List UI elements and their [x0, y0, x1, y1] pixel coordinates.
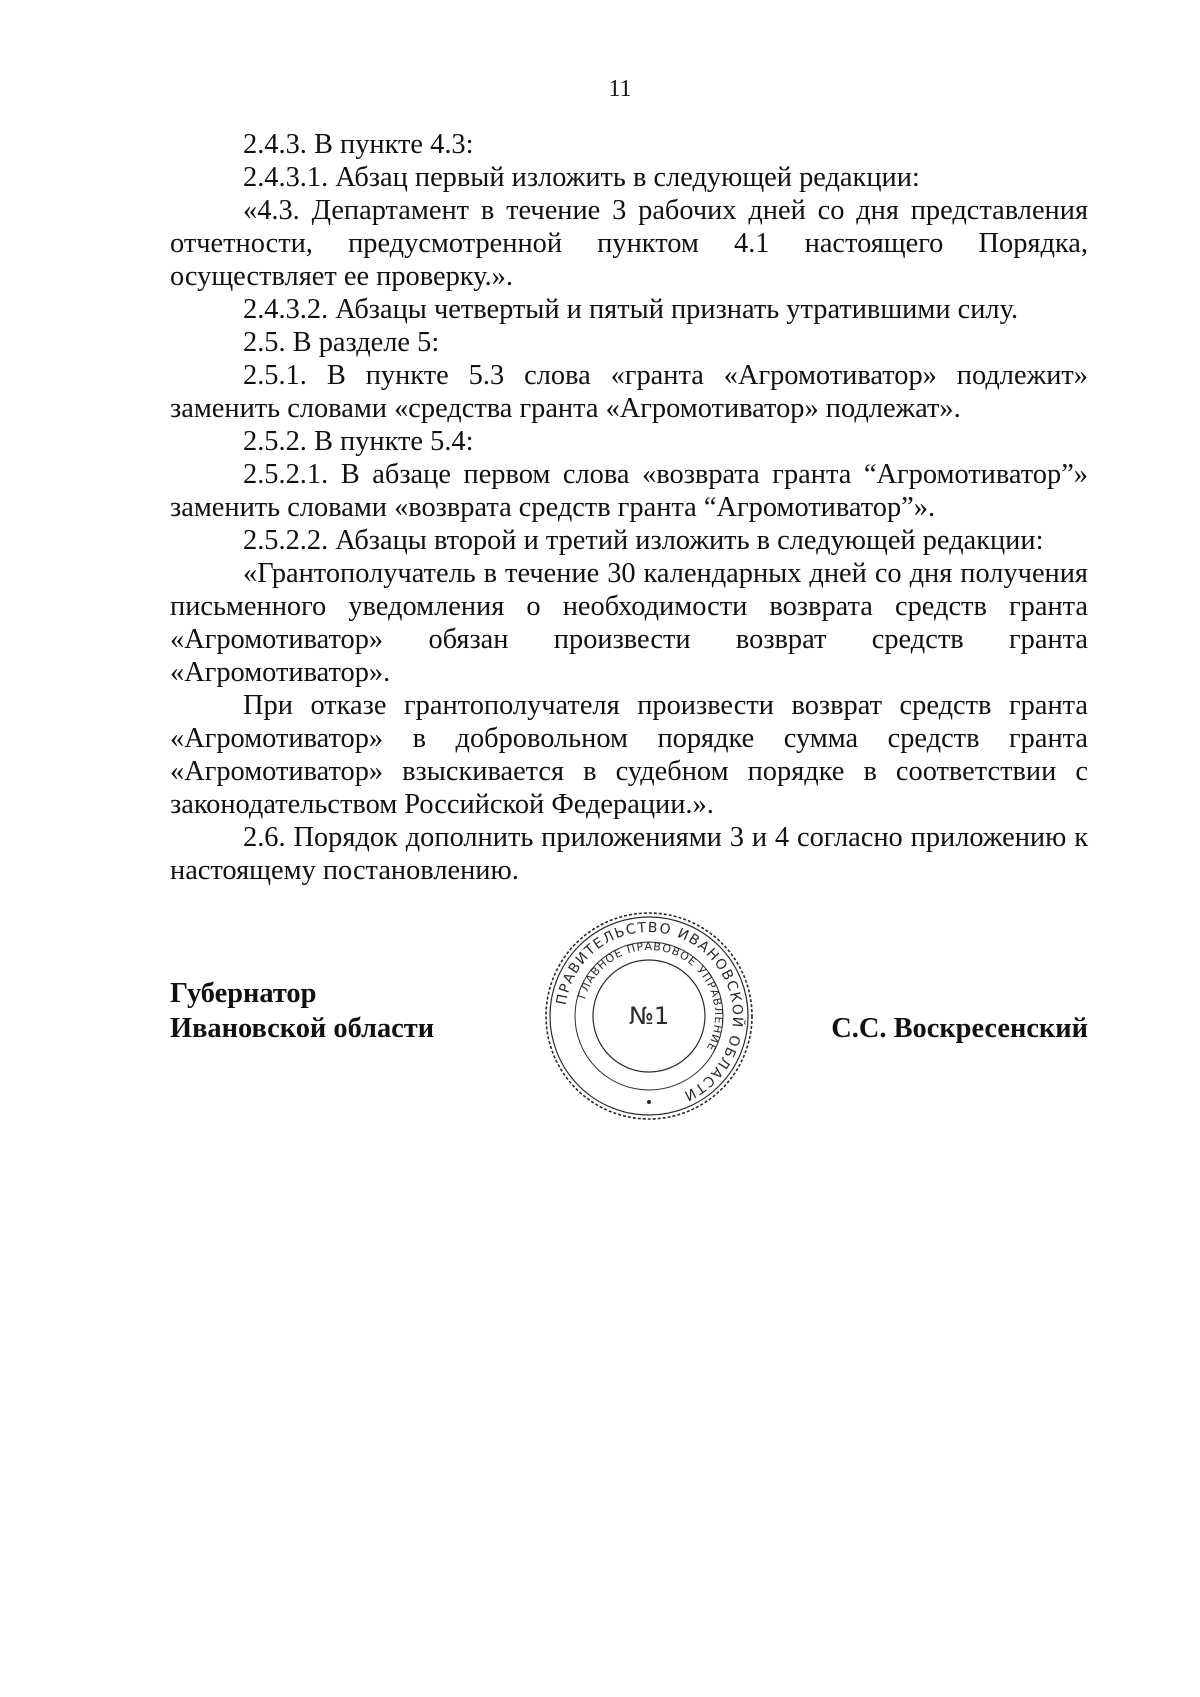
seal-inner-text: ГЛАВНОЕ ПРАВОВОЕ УПРАВЛЕНИЕ: [575, 939, 726, 1054]
signatory-title-line: Губернатор: [170, 978, 317, 1009]
paragraph: 2.4.3.1. Абзац первый изложить в следующей редакции:: [243, 162, 920, 193]
paragraph: «Грантополучатель в течение 30 календарных дней со дня получения письменного уведомления о необходимости возврата средств гранта «Агромотиватор» обязан произвести возврат средств гранта «Агромотиватор».: [170, 558, 1088, 688]
paragraph: 2.4.3.2. Абзацы четвертый и пятый признать утратившими силу.: [243, 294, 1019, 325]
seal-center-text: №1: [628, 1002, 670, 1030]
paragraph: 2.5.2.1. В абзаце первом слова «возврата гранта “Агромотиватор”» заменить словами «возврата средств гранта “Агромотиватор”».: [170, 459, 1088, 523]
paragraph: 2.5.2.2. Абзацы второй и третий изложить в следующей редакции:: [243, 525, 1044, 556]
page-number: 11: [608, 76, 632, 102]
paragraph: 2.6. Порядок дополнить приложениями 3 и 4 согласно приложению к настоящему постановлению.: [170, 822, 1088, 886]
paragraph: 2.4.3. В пункте 4.3:: [243, 129, 474, 160]
seal-outer-text: ПРАВИТЕЛЬСТВО ИВАНОВСКОЙ ОБЛАСТИ: [553, 919, 746, 1105]
paragraph: 2.5.2. В пункте 5.4:: [243, 426, 474, 457]
paragraph: «4.3. Департамент в течение 3 рабочих дней со дня представления отчетности, предусмотренной пунктом 4.1 настоящего Порядка, осуществляет ее проверку.».: [170, 195, 1088, 292]
paragraph: 2.5. В разделе 5:: [243, 327, 440, 358]
signatory-title-line: Ивановской области: [170, 1013, 435, 1044]
svg-text:ГЛАВНОЕ ПРАВОВОЕ УПРАВЛЕНИЕ: [575, 940, 725, 1054]
signatory-title: [170, 976, 434, 1046]
paragraph: При отказе грантополучателя произвести возврат средств гранта «Агромотиватор» в добровольном порядке сумма средств гранта «Агромотиватор» взыскивается в судебном порядке в соответствии с законодательством Российской Федерации.».: [170, 690, 1088, 820]
document-body: [170, 128, 1088, 887]
official-seal: [543, 910, 755, 1122]
signatory-name: С.С. Воскресенский: [831, 1013, 1088, 1044]
paragraph: 2.5.1. В пункте 5.3 слова «гранта «Агромотиватор» подлежит» заменить словами «средства гранта «Агромотиватор» подлежат».: [170, 360, 1088, 424]
